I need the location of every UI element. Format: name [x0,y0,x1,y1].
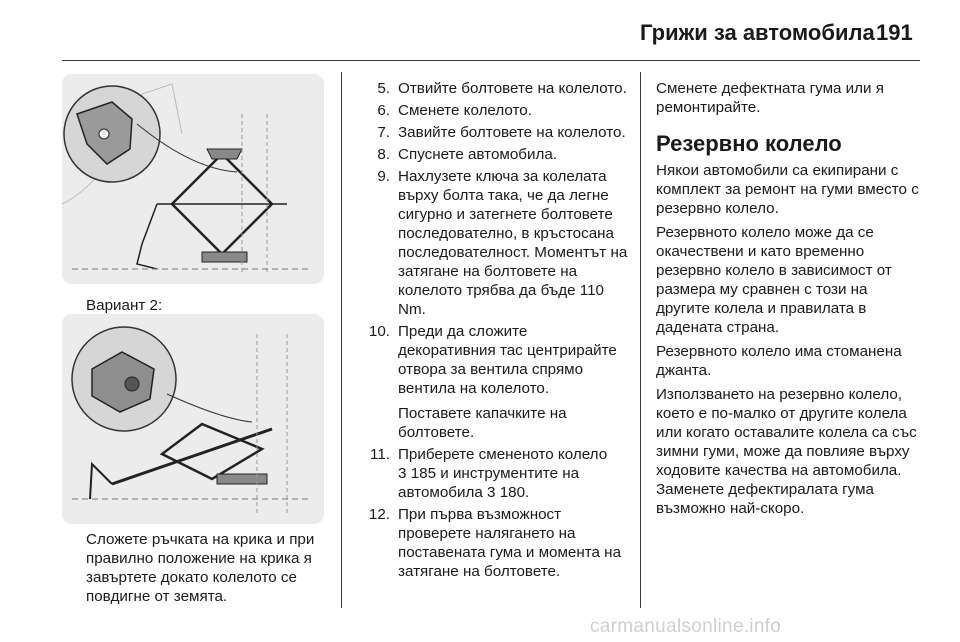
column-divider-right [640,72,641,608]
step-number: 10. [368,323,390,340]
step-text: Преди да сложите декоративния тас центрирайте отвора за вентила спрямо вентила на колелото. [398,323,617,397]
body-paragraph: Резервното колело има стоманена джанта. [656,343,902,379]
scissor-jack-illustration [62,74,324,284]
step-text: При първа възможност проверете налягането на поставената гума и момента на затягане на болтовете. [398,506,622,580]
list-item [358,167,628,319]
ref-arrow-icon: 3 [487,484,496,501]
section-heading: Резервно колело [656,131,842,156]
step-subtext: Поставете капачките на болтовете. [398,405,567,441]
header-divider [62,60,920,61]
figure-caption: Сложете ръчката на крика и при правилно положение на крика я завъртете докато колелото се повдигне от земята. [86,531,315,605]
step-text: Отвийте болтовете на колелото. [398,80,627,97]
step-number: 8. [377,146,390,163]
list-item [358,445,628,502]
list-item [358,79,628,98]
watermark: carmanualsonline.info [590,616,782,637]
step-number: 12. [368,506,390,523]
intro-paragraph: Сменете дефектната гума или я ремонтирайте. [656,80,884,116]
steps-column [358,79,628,584]
page-title: Грижи за автомобила [640,20,875,45]
page-header [0,0,960,60]
list-item [358,123,628,142]
step-text: Нахлузете ключа за колелата върху болта така, че да легне сигурно и затегнете болтовете последователно, в кръстосана последователност. Моментът на затягане на болтовете на колелото трябва да бъде 110 Nm. [398,168,628,318]
step-text: Сменете колелото. [398,102,532,119]
variant-label: Вариант 2: [86,297,163,314]
step-text: Спуснете автомобила. [398,146,558,163]
list-item [358,145,628,164]
steps-list [358,79,628,581]
ref-arrow-icon: 3 [398,465,407,482]
step-number: 9. [377,168,390,185]
step-number: 5. [377,80,390,97]
jack-handle-illustration [62,314,324,524]
column-divider-left [341,72,342,608]
body-paragraph: Резервното колело може да се окачествени и като временно резервно колело в зависимост от размера му сравнен с този на другите колела и правилата в дадената страна. [656,224,892,336]
page-ref-link[interactable]: 185 и инструментите на автомобила [398,465,580,501]
body-paragraph: Някои автомобили са екипирани с комплект за ремонт на гуми вместо с резервно колело. [656,162,919,217]
page-ref-link[interactable]: 180. [499,484,530,501]
figure-jack-handle [62,314,324,524]
page-number: 191 [876,20,913,45]
step-text: Завийте болтовете на колелото. [398,124,626,141]
spare-wheel-column [656,79,922,523]
step-number: 7. [377,124,390,141]
body-paragraph: Използването на резервно колело, което е по-малко от другите колела или когато оставалите колела са със зимни гуми, може да повлияе върху ходовите качества на автомобила. Заменете дефектиралата гума възможно най-скоро. [656,386,917,517]
list-item [358,505,628,581]
figure-scissor-jack [62,74,324,284]
step-number: 11. [370,446,390,463]
list-item [358,101,628,120]
step-text: Приберете смененото колело [398,446,608,463]
list-item [358,322,628,442]
step-number: 6. [377,102,390,119]
